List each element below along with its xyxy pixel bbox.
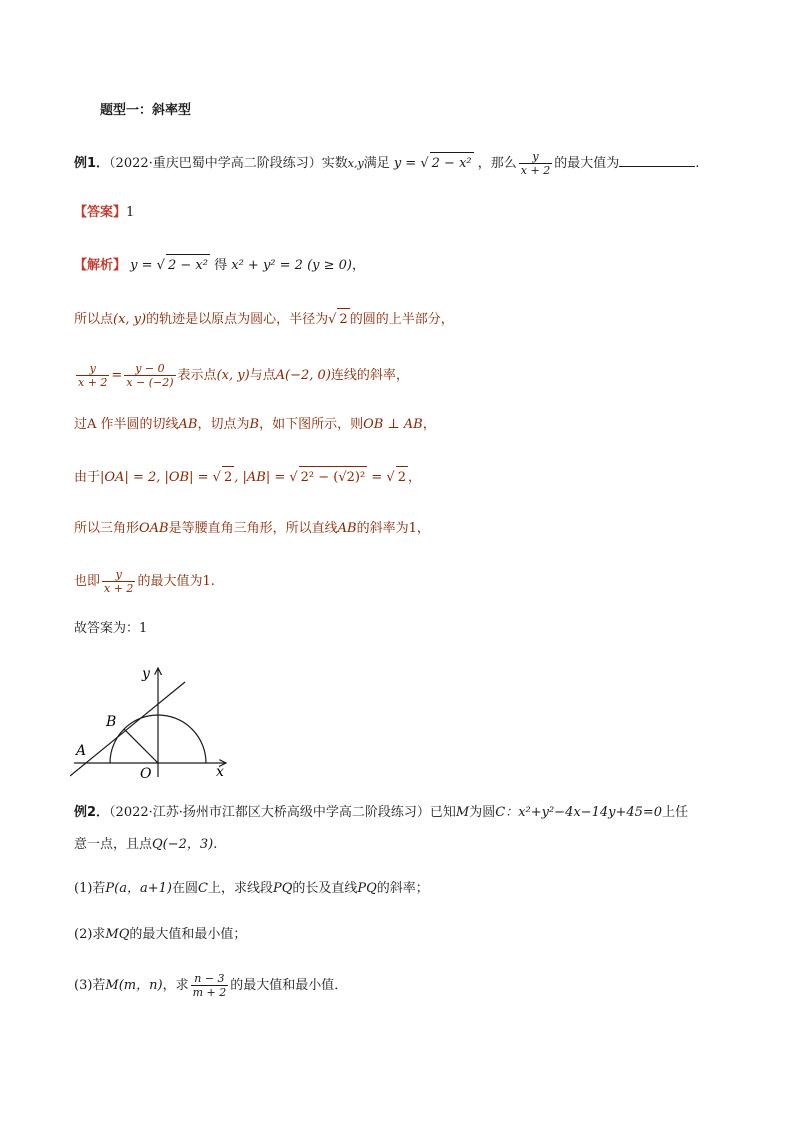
analysis-line-3: [74, 362, 409, 389]
q3-num: n − 3: [191, 972, 229, 986]
l7-val: 1.: [202, 574, 215, 589]
analysis-line-5: 由于|OA| = 2, |OB| = √ 2 , |AB| = √ 2² − (√2)² = √ 2 ，: [74, 466, 421, 489]
example-1-eq: y =: [393, 156, 421, 171]
answer-value: 1: [126, 205, 135, 220]
section-heading: 题型一：斜率型: [100, 103, 192, 118]
l3-a: 表示点: [177, 368, 217, 383]
l4-B: B: [249, 417, 260, 432]
l5-end: ，: [407, 470, 421, 485]
q2-b: 的最大值和最小值；: [129, 927, 247, 942]
l2-a: 所以点: [74, 312, 114, 327]
ex2-l1-c: 上任: [662, 805, 689, 820]
l4-AB: AB: [178, 417, 198, 432]
example-1-fraction: [519, 150, 552, 177]
q3-M: M(m，n): [105, 978, 163, 993]
tangent-line: [70, 682, 185, 776]
q1-P: P(a，a+1): [105, 881, 172, 896]
l3-f2-den: x − (−2): [126, 376, 174, 389]
label-x: x: [216, 764, 224, 780]
q1-PQ: PQ: [272, 881, 293, 896]
l5-r1: 2: [222, 466, 234, 489]
example-2-label: 例2．: [74, 805, 110, 820]
q3-a: (3)若: [74, 978, 106, 993]
q2-MQ: MQ: [105, 927, 130, 942]
label-B: B: [106, 714, 117, 730]
ex2-l2-a: 意一点，且点: [74, 837, 153, 852]
l5-a: 由于: [74, 470, 101, 485]
l6-val: 1: [408, 521, 417, 536]
l6-OAB: OAB: [139, 521, 169, 536]
l2-b: 的轨迹是以原点为圆心，半径为: [146, 312, 329, 327]
example-2-line-1: [74, 802, 688, 824]
l4-end: ，: [422, 417, 436, 432]
l3-f1-den: x + 2: [78, 376, 108, 389]
q3-b: ，求: [162, 978, 189, 993]
l5-eq2: , |AB| =: [234, 470, 290, 485]
example-1-source: （2022·重庆巴蜀中学高二阶段练习）实数: [109, 156, 348, 171]
question-2: [74, 924, 246, 946]
ex2-l1-a: （2022·江苏·扬州市江都区大桥高级中学高二阶段练习）已知: [109, 805, 456, 820]
q1-PQ2: PQ: [357, 881, 377, 896]
l6-a: 所以三角形: [74, 521, 140, 536]
q1-b: 在圆: [171, 881, 198, 896]
l5-r3: 2: [396, 466, 408, 489]
analysis-tag: 【解析】: [74, 258, 127, 273]
q1-C: C: [198, 881, 208, 896]
analysis-line-1: 【解析】 y = √ 2 − x² 得 x² + y² = 2 (y ≥ 0)，: [74, 254, 365, 277]
q1-e: 的斜率；: [376, 881, 429, 896]
l3-fraction-2: [124, 362, 175, 389]
l2-point: (x, y): [113, 312, 147, 327]
l6-end: ，: [416, 521, 430, 536]
segment-OB: [124, 729, 158, 763]
analysis-get: 得: [214, 258, 228, 273]
l6-b: 是等腰直角三角形，所以直线: [168, 521, 338, 536]
ex2-circle-eq: ：x²+y²−4x−14y+45=0: [505, 805, 663, 820]
l2-c: 的圆的上半部分，: [349, 312, 454, 327]
q1-d: 的长及直线: [292, 881, 358, 896]
label-y: y: [142, 666, 150, 682]
analysis-result: x² + y² = 2 (y ≥ 0): [231, 258, 352, 273]
question-3: [74, 972, 347, 999]
example-1-end: .: [695, 156, 700, 171]
l5-eq3: =: [367, 470, 387, 485]
ex2-C: C: [495, 805, 506, 820]
l4-a: 过A 作半圆的切线: [74, 417, 179, 432]
analysis-line-8: 故答案为：1: [74, 621, 148, 636]
question-1: [74, 878, 429, 900]
l7-b: 的最大值为: [137, 574, 203, 589]
label-A: A: [76, 743, 87, 759]
analysis-l1-end: ，: [351, 258, 365, 273]
analysis-line-4: [74, 414, 436, 436]
example-1-mid: ，那么: [477, 156, 517, 171]
l4-perp: OB ⊥ AB: [363, 417, 423, 432]
example-1: 例1．（2022·重庆巴蜀中学高二阶段练习）实数x,y满足 y = √ 2 − x² ，那么 $\frac{y}{x + 2}$ 的最大值为 .: [74, 150, 700, 177]
q2-a: (2)求: [74, 927, 106, 942]
l5-eq1: |OA| = 2, |OB| =: [100, 470, 213, 485]
l3-eq: =: [111, 368, 123, 383]
example-1-vars: x,y: [347, 157, 364, 170]
example-1-tail: 的最大值为: [554, 156, 620, 171]
ex2-Q: Q(−2，3): [152, 837, 214, 852]
l7-den: x + 2: [104, 582, 134, 595]
l7-num: y: [102, 568, 135, 582]
l3-c: 连线的斜率，: [330, 368, 409, 383]
example-1-label: 例1．: [74, 156, 110, 171]
analysis-radicand: 2 − x²: [166, 254, 210, 277]
example-1-cond: 满足: [363, 156, 390, 171]
example-1-radicand: 2 − x²: [430, 152, 474, 175]
label-O: O: [140, 766, 152, 782]
l3-f2-num: y − 0: [124, 362, 175, 376]
ex2-l2-end: .: [213, 837, 218, 852]
l3-point-A: A(−2, 0): [275, 368, 331, 383]
analysis-line-6: [74, 518, 430, 540]
ex2-M: M: [455, 805, 470, 820]
ex2-l1-b: 为圆: [469, 805, 496, 820]
q3-fraction: [191, 972, 229, 999]
analysis-line-7: [74, 568, 215, 595]
fraction-numerator: y: [519, 150, 552, 164]
answer-tag: 【答案】: [74, 205, 127, 220]
l3-b: 与点: [249, 368, 276, 383]
q3-c: 的最大值和最小值．: [230, 978, 348, 993]
l3-fraction-1: [76, 362, 109, 389]
l5-r2: 2² − (√2)²: [299, 466, 368, 489]
l6-c: 的斜率为: [356, 521, 409, 536]
answer-blank: [619, 152, 695, 167]
q3-den: m + 2: [192, 986, 227, 999]
l4-b: ，切点为: [197, 417, 250, 432]
answer-line: [74, 202, 134, 224]
analysis-eq: y =: [130, 258, 157, 273]
l7-a: 也即: [74, 574, 101, 589]
l6-AB: AB: [337, 521, 357, 536]
l3-f1-num: y: [76, 362, 109, 376]
semicircle-figure: [70, 662, 250, 787]
l3-point: (x, y): [216, 368, 250, 383]
q1-a: (1)若: [74, 881, 106, 896]
l2-radical: 2: [337, 308, 349, 331]
example-2-line-2: [74, 834, 217, 856]
l4-c: ，如下图所示，则: [259, 417, 364, 432]
q1-c: 上，求线段: [207, 881, 273, 896]
fraction-denominator: x + 2: [520, 164, 551, 177]
l7-fraction: [102, 568, 135, 595]
analysis-line-2: 所以点(x, y)的轨迹是以原点为圆心，半径为√ 2 的圆的上半部分，: [74, 308, 454, 331]
